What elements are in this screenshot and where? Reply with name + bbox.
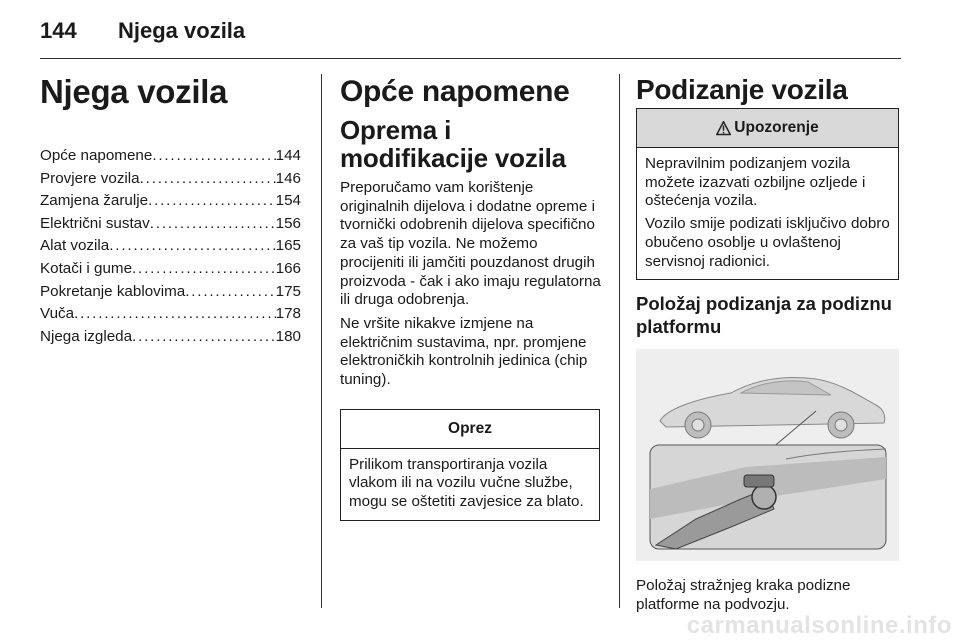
header-rule (40, 58, 901, 59)
chapter-title: Njega vozila (40, 73, 228, 110)
subsection-title: Položaj podizanja za podiznu platformu (636, 293, 892, 338)
right-column (636, 74, 901, 615)
body-paragraph: Ne vršite nikakve izmjene na električnim sustavima, npr. promjene elektroničkih kontrolnih jedinica (chip tuning). (340, 314, 588, 389)
warning-text: Nepravilnim podizanjem vozila možete izazvati ozbiljne ozljede i oštećenja vozila. (645, 155, 866, 210)
subsection-title: Oprema i modifikacije vozila (340, 115, 566, 173)
toc-item[interactable]: Zamjena žarulje . . . 154 (40, 190, 301, 213)
warning-text: Vozilo smije podizati isključivo dobro obučeno osoblje u ovlaštenoj servisnoj radionici. (645, 215, 890, 270)
toc-item[interactable]: Vuča . . . 178 (40, 303, 301, 326)
warning-triangle-icon (716, 121, 731, 136)
caution-title: Oprez (341, 410, 599, 449)
left-column (40, 73, 302, 348)
toc-item[interactable]: Alat vozila . . . 165 (40, 235, 301, 258)
warning-title: Upozorenje (734, 119, 819, 136)
figure-caption: Položaj stražnjeg kraka podizne platforme na podvozju. (636, 577, 851, 613)
toc-item[interactable]: Njega izgleda . . . 180 (40, 326, 301, 349)
caution-text: Prilikom transportiranja vozila vlakom ili na vozilu vučne službe, mogu se oštetiti zavjesice za blato. (349, 455, 584, 511)
toc-item[interactable]: Pokretanje kablovima . . . 175 (40, 281, 301, 304)
toc-item[interactable]: Provjere vozila . . . 146 (40, 168, 301, 191)
body-paragraph: Preporučamo vam korištenje originalnih dijelova i dodatne opreme i tvornički odobrenih dijelova specifično za vaš tip vozila. Ne možemo procijeniti ili jamčiti pouzdanost drugih proizvoda - čak i ako imaju regulatorna ili druga odobrenja. (340, 179, 601, 309)
car-lift-illustration (636, 349, 899, 561)
watermark: carmanualsonline.info (686, 612, 952, 639)
caution-box (340, 409, 600, 521)
warning-header (637, 109, 898, 148)
toc-item[interactable]: Opće napomene . . . 144 (40, 145, 301, 168)
running-title: Njega vozila (118, 18, 246, 43)
column-divider-2 (619, 74, 620, 608)
lift-point-figure (636, 349, 899, 561)
section-title: Podizanje vozila (636, 74, 848, 105)
page-header (40, 18, 245, 44)
toc-item[interactable]: Električni sustav . . . 156 (40, 213, 301, 236)
warning-box (636, 108, 899, 280)
table-of-contents (40, 145, 302, 348)
middle-column (340, 74, 602, 521)
section-title: Opće napomene (340, 75, 570, 108)
toc-item[interactable]: Kotači i gume . . . 166 (40, 258, 301, 281)
page-number: 144 (40, 18, 77, 43)
column-divider-1 (321, 74, 322, 608)
